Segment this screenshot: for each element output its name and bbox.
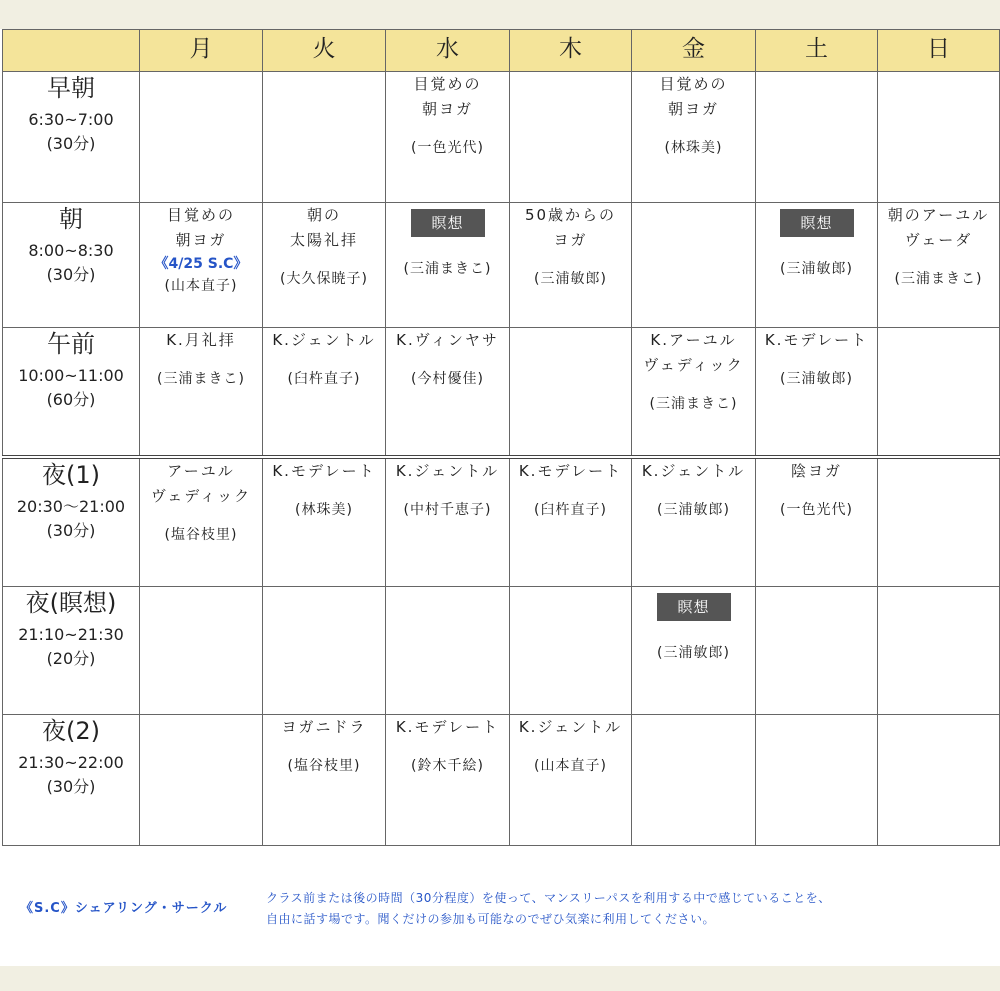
class-name: K.モデレート bbox=[272, 462, 376, 480]
class-name: ヴェディック bbox=[643, 356, 744, 374]
empty-cell bbox=[140, 72, 263, 203]
class-cell bbox=[386, 457, 510, 587]
empty-cell bbox=[878, 328, 1000, 458]
sc-note bbox=[266, 888, 986, 930]
class-name: アーユル bbox=[167, 462, 235, 480]
class-name: ヴェーダ bbox=[904, 231, 973, 249]
spacer bbox=[756, 484, 877, 498]
time-slot-cell bbox=[3, 715, 140, 846]
class-name: ヴェディック bbox=[150, 487, 252, 505]
slot-name: 朝 bbox=[59, 205, 83, 233]
day-header: 木 bbox=[510, 30, 632, 72]
empty-cell bbox=[756, 72, 878, 203]
slot-duration: (30分) bbox=[46, 134, 96, 153]
class-name: ヨガニドラ bbox=[281, 718, 367, 736]
slot-duration: (60分) bbox=[46, 390, 96, 409]
spacer bbox=[632, 378, 755, 392]
time-slot-cell bbox=[3, 328, 140, 458]
slot-time: 10:00~11:00 bbox=[18, 366, 124, 385]
slot-duration: (30分) bbox=[46, 777, 96, 796]
class-name: 朝ヨガ bbox=[421, 100, 473, 118]
slot-duration: (20分) bbox=[46, 649, 96, 668]
class-name: K.アーユル bbox=[650, 331, 737, 349]
spacer bbox=[386, 122, 509, 136]
day-header: 金 bbox=[632, 30, 756, 72]
class-cell bbox=[263, 203, 386, 328]
class-name: 目覚めの bbox=[659, 75, 728, 93]
day-header: 水 bbox=[386, 30, 510, 72]
sc-marker: 《4/25 S.C》 bbox=[154, 256, 248, 272]
teacher-name: (三浦まきこ) bbox=[649, 396, 738, 412]
class-name: 朝ヨガ bbox=[175, 231, 227, 249]
slot-time: 21:10~21:30 bbox=[18, 625, 124, 644]
empty-cell bbox=[756, 715, 878, 846]
sc-note-line: 自由に話す場です。聞くだけの参加も可能なのでぜひ気楽に利用してください。 bbox=[266, 912, 716, 926]
teacher-name: (山本直子) bbox=[534, 758, 607, 774]
teacher-name: (臼杵直子) bbox=[287, 371, 361, 387]
empty-cell bbox=[510, 587, 632, 715]
class-name: 目覚めの bbox=[166, 206, 235, 224]
slot-duration: (30分) bbox=[46, 521, 96, 540]
teacher-name: (今村優佳) bbox=[411, 371, 484, 387]
empty-cell bbox=[140, 587, 263, 715]
empty-cell bbox=[510, 328, 632, 458]
teacher-name: (三浦敏郎) bbox=[657, 502, 730, 518]
class-name: 朝ヨガ bbox=[667, 100, 719, 118]
empty-cell bbox=[878, 715, 1000, 846]
day-header: 火 bbox=[263, 30, 386, 72]
time-slot-cell bbox=[3, 587, 140, 715]
empty-cell bbox=[386, 587, 510, 715]
class-name: K.ジェントル bbox=[641, 462, 746, 480]
teacher-name: (鈴木千絵) bbox=[411, 758, 484, 774]
slot-name: 夜(瞑想) bbox=[25, 589, 117, 617]
teacher-name: (中村千恵子) bbox=[403, 502, 492, 518]
empty-cell bbox=[510, 72, 632, 203]
spacer bbox=[140, 509, 262, 523]
time-slot-row bbox=[3, 72, 1000, 203]
class-name: 50歳からの bbox=[524, 206, 617, 224]
empty-cell bbox=[878, 457, 1000, 587]
spacer bbox=[510, 484, 631, 498]
class-cell bbox=[510, 715, 632, 846]
time-slot-row bbox=[3, 587, 1000, 715]
class-cell bbox=[140, 203, 263, 328]
empty-cell bbox=[632, 715, 756, 846]
spacer bbox=[263, 740, 385, 754]
teacher-name: (塩谷枝里) bbox=[164, 527, 238, 543]
spacer bbox=[263, 484, 385, 498]
class-cell bbox=[756, 457, 878, 587]
class-cell bbox=[878, 203, 1000, 328]
teacher-name: (山本直子) bbox=[164, 278, 238, 294]
day-header: 月 bbox=[140, 30, 263, 72]
teacher-name: (林珠美) bbox=[664, 140, 723, 156]
class-cell bbox=[386, 715, 510, 846]
class-cell bbox=[632, 457, 756, 587]
empty-cell bbox=[263, 72, 386, 203]
empty-cell bbox=[878, 587, 1000, 715]
class-name: 目覚めの bbox=[413, 75, 482, 93]
footer bbox=[0, 859, 1000, 959]
meditation-badge: 瞑想 bbox=[411, 209, 485, 237]
day-header: 土 bbox=[756, 30, 878, 72]
empty-cell bbox=[632, 203, 756, 328]
teacher-name: (一色光代) bbox=[411, 140, 484, 156]
spacer bbox=[263, 253, 385, 267]
class-cell bbox=[756, 328, 878, 458]
schedule-table bbox=[2, 29, 1000, 846]
class-name: K.月礼拝 bbox=[166, 331, 236, 349]
class-cell bbox=[632, 72, 756, 203]
schedule-sheet bbox=[0, 29, 1000, 966]
day-header-row bbox=[3, 30, 1000, 72]
time-slot-row bbox=[3, 328, 1000, 458]
teacher-name: (塩谷枝里) bbox=[287, 758, 361, 774]
teacher-name: (三浦敏郎) bbox=[534, 271, 607, 287]
class-name: K.モデレート bbox=[395, 718, 500, 736]
slot-time: 8:00~8:30 bbox=[28, 241, 114, 260]
teacher-name: (三浦敏郎) bbox=[657, 645, 730, 661]
header-corner bbox=[3, 30, 140, 72]
empty-cell bbox=[263, 587, 386, 715]
day-header: 日 bbox=[878, 30, 1000, 72]
class-cell bbox=[263, 715, 386, 846]
time-slot-cell bbox=[3, 72, 140, 203]
slot-time: 6:30~7:00 bbox=[28, 110, 114, 129]
teacher-name: (一色光代) bbox=[780, 502, 853, 518]
class-cell bbox=[756, 203, 878, 328]
teacher-name: (三浦まきこ) bbox=[894, 271, 983, 287]
spacer bbox=[263, 353, 385, 367]
class-cell bbox=[510, 203, 632, 328]
teacher-name: (三浦敏郎) bbox=[780, 371, 853, 387]
class-name: K.ジェントル bbox=[395, 462, 500, 480]
class-cell bbox=[263, 328, 386, 458]
empty-cell bbox=[878, 72, 1000, 203]
teacher-name: (大久保暁子) bbox=[280, 271, 368, 287]
slot-name: 早朝 bbox=[47, 74, 95, 102]
time-slot-row bbox=[3, 715, 1000, 846]
sc-note-line: クラス前または後の時間（30分程度）を使って、マンスリーパスを利用する中で感じていることを、 bbox=[266, 891, 831, 905]
time-slot-cell bbox=[3, 203, 140, 328]
class-cell bbox=[386, 328, 510, 458]
teacher-name: (三浦まきこ) bbox=[403, 261, 492, 277]
time-slot-row bbox=[3, 457, 1000, 587]
slot-time: 21:30~22:00 bbox=[18, 753, 124, 772]
class-name: K.ジェントル bbox=[272, 331, 376, 349]
class-cell bbox=[140, 457, 263, 587]
class-cell bbox=[632, 587, 756, 715]
spacer bbox=[632, 122, 755, 136]
teacher-name: (臼杵直子) bbox=[534, 502, 607, 518]
spacer bbox=[386, 353, 509, 367]
meditation-badge: 瞑想 bbox=[780, 209, 854, 237]
spacer bbox=[510, 740, 631, 754]
empty-cell bbox=[140, 715, 263, 846]
spacer bbox=[756, 353, 877, 367]
spacer bbox=[140, 353, 262, 367]
slot-name: 午前 bbox=[47, 330, 95, 358]
slot-name: 夜(2) bbox=[42, 717, 100, 745]
spacer bbox=[386, 484, 509, 498]
class-cell bbox=[263, 457, 386, 587]
class-cell bbox=[632, 328, 756, 458]
meditation-badge: 瞑想 bbox=[657, 593, 731, 621]
time-slot-cell bbox=[3, 457, 140, 587]
class-name: K.モデレート bbox=[518, 462, 623, 480]
class-name: 朝のアーユル bbox=[887, 206, 990, 224]
slot-name: 夜(1) bbox=[42, 461, 100, 489]
teacher-name: (林珠美) bbox=[295, 502, 353, 518]
time-slot-row bbox=[3, 203, 1000, 328]
teacher-name: (三浦まきこ) bbox=[157, 371, 245, 387]
class-cell bbox=[510, 457, 632, 587]
class-name: K.モデレート bbox=[764, 331, 869, 349]
class-name: 朝の bbox=[306, 206, 341, 224]
spacer bbox=[878, 253, 999, 267]
spacer bbox=[386, 740, 509, 754]
class-name: K.ヴィンヤサ bbox=[396, 331, 499, 349]
sc-legend: 《S.C》シェアリング・サークル bbox=[20, 901, 228, 916]
class-name: K.ジェントル bbox=[518, 718, 623, 736]
class-cell bbox=[140, 328, 263, 458]
empty-cell bbox=[756, 587, 878, 715]
class-name: 太陽礼拝 bbox=[289, 231, 358, 249]
slot-duration: (30分) bbox=[46, 265, 96, 284]
class-cell bbox=[386, 203, 510, 328]
spacer bbox=[510, 253, 631, 267]
class-cell bbox=[386, 72, 510, 203]
class-name: 陰ヨガ bbox=[790, 462, 842, 480]
teacher-name: (三浦敏郎) bbox=[780, 261, 853, 277]
class-name: ヨガ bbox=[553, 231, 588, 249]
slot-time: 20:30〜21:00 bbox=[16, 497, 126, 516]
spacer bbox=[632, 484, 755, 498]
